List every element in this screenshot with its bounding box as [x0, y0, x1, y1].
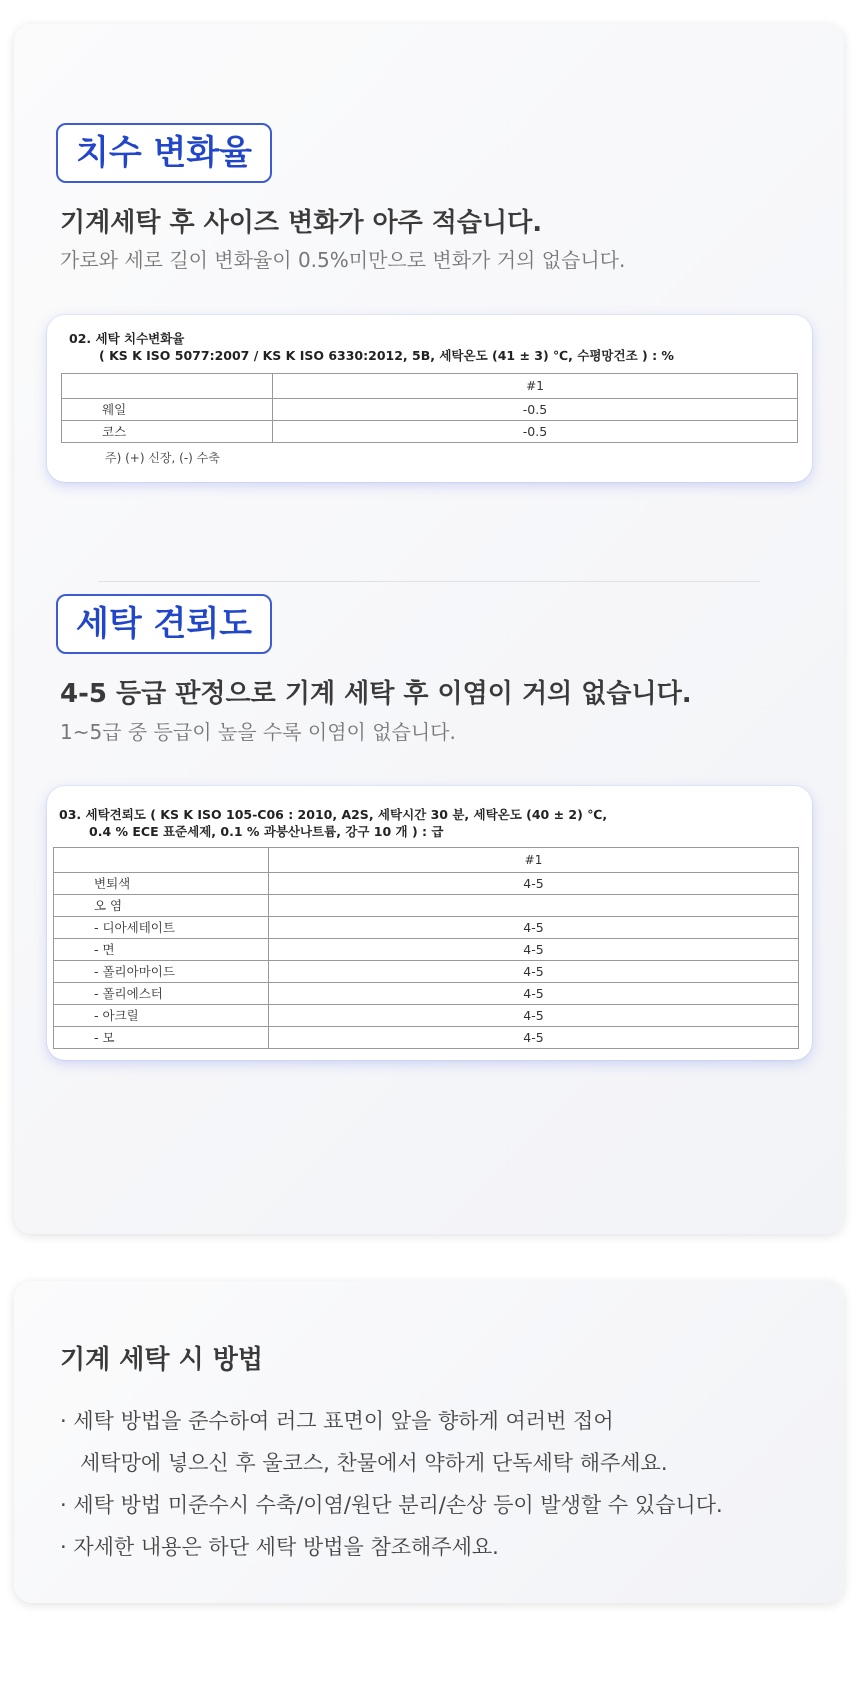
row-value: -0.5 [273, 421, 798, 443]
table-row [54, 961, 799, 983]
column-header: #1 [273, 374, 798, 399]
dimension-report-title: 02. 세탁 치수변화율 [69, 331, 185, 346]
dimension-subline: 가로와 세로 길이 변화율이 0.5%미만으로 변화가 거의 없습니다. [60, 248, 626, 272]
colorfastness-subline: 1~5급 중 등급이 높을 수록 이염이 없습니다. [60, 720, 456, 744]
info-card-washing-method [14, 1281, 844, 1603]
row-value: -0.5 [273, 399, 798, 421]
table-header-row [62, 374, 798, 399]
colorfastness-report-conditions: 0.4 % ECE 표준세제, 0.1 % 과붕산나트륨, 강구 10 개 ) : 급 [89, 824, 444, 839]
header-blank-cell [62, 374, 273, 399]
row-label: 웨일 [62, 399, 273, 421]
header-blank-cell [54, 848, 269, 873]
row-value: 4-5 [269, 983, 799, 1005]
table-row [54, 983, 799, 1005]
washing-title: 기계 세탁 시 방법 [60, 1345, 263, 1375]
dimension-badge: 치수 변화율 [56, 123, 272, 183]
table-row [62, 421, 798, 443]
table-row [54, 1005, 799, 1027]
table-row [54, 917, 799, 939]
row-value: 4-5 [269, 961, 799, 983]
dimension-report-image [47, 315, 812, 482]
row-label: - 모 [54, 1027, 269, 1049]
row-value: 4-5 [269, 873, 799, 895]
colorfastness-headline: 4-5 등급 판정으로 기계 세탁 후 이염이 거의 없습니다. [60, 679, 692, 709]
info-card-fabric-test [14, 24, 844, 1234]
table-row [62, 399, 798, 421]
row-label: - 폴리아마이드 [54, 961, 269, 983]
dimension-report-standard: ( KS K ISO 5077:2007 / KS K ISO 6330:2012, 5B, 세탁온도 (41 ± 3) ℃, 수평망건조 ) : % [99, 348, 674, 363]
table-row [54, 939, 799, 961]
row-value: 4-5 [269, 917, 799, 939]
row-value [269, 895, 799, 917]
dimension-table [61, 373, 798, 443]
colorfastness-table [53, 847, 799, 1049]
row-label: - 디아세테이트 [54, 917, 269, 939]
row-label: 오 염 [54, 895, 269, 917]
table-header-row [54, 848, 799, 873]
table-row [54, 873, 799, 895]
dimension-headline: 기계세탁 후 사이즈 변화가 아주 적습니다. [60, 208, 543, 238]
row-label: - 폴리에스터 [54, 983, 269, 1005]
table-row [54, 1027, 799, 1049]
colorfastness-report-title: 03. 세탁견뢰도 ( KS K ISO 105-C06 : 2010, A2S, 세탁시간 30 분, 세탁온도 (40 ± 2) ℃, [59, 807, 608, 822]
washing-bullet: · 세탁 방법을 준수하여 러그 표면이 앞을 향하게 여러번 접어 [60, 1409, 614, 1433]
row-value: 4-5 [269, 939, 799, 961]
row-value: 4-5 [269, 1027, 799, 1049]
row-label: - 면 [54, 939, 269, 961]
row-label: 변퇴색 [54, 873, 269, 895]
row-value: 4-5 [269, 1005, 799, 1027]
washing-bullet: · 자세한 내용은 하단 세탁 방법을 참조해주세요. [60, 1535, 499, 1559]
colorfastness-report-image [47, 786, 812, 1060]
table-row [54, 895, 799, 917]
dimension-note: 주) (+) 신장, (-) 수축 [105, 451, 220, 465]
colorfastness-badge: 세탁 견뢰도 [56, 594, 272, 654]
washing-bullet: · 세탁 방법 미준수시 수축/이염/원단 분리/손상 등이 발생할 수 있습니다. [60, 1493, 723, 1517]
row-label: 코스 [62, 421, 273, 443]
row-label: - 아크릴 [54, 1005, 269, 1027]
section-divider [98, 581, 760, 582]
column-header: #1 [269, 848, 799, 873]
washing-bullet-continued: 세탁망에 넣으신 후 울코스, 찬물에서 약하게 단독세탁 해주세요. [80, 1451, 668, 1475]
